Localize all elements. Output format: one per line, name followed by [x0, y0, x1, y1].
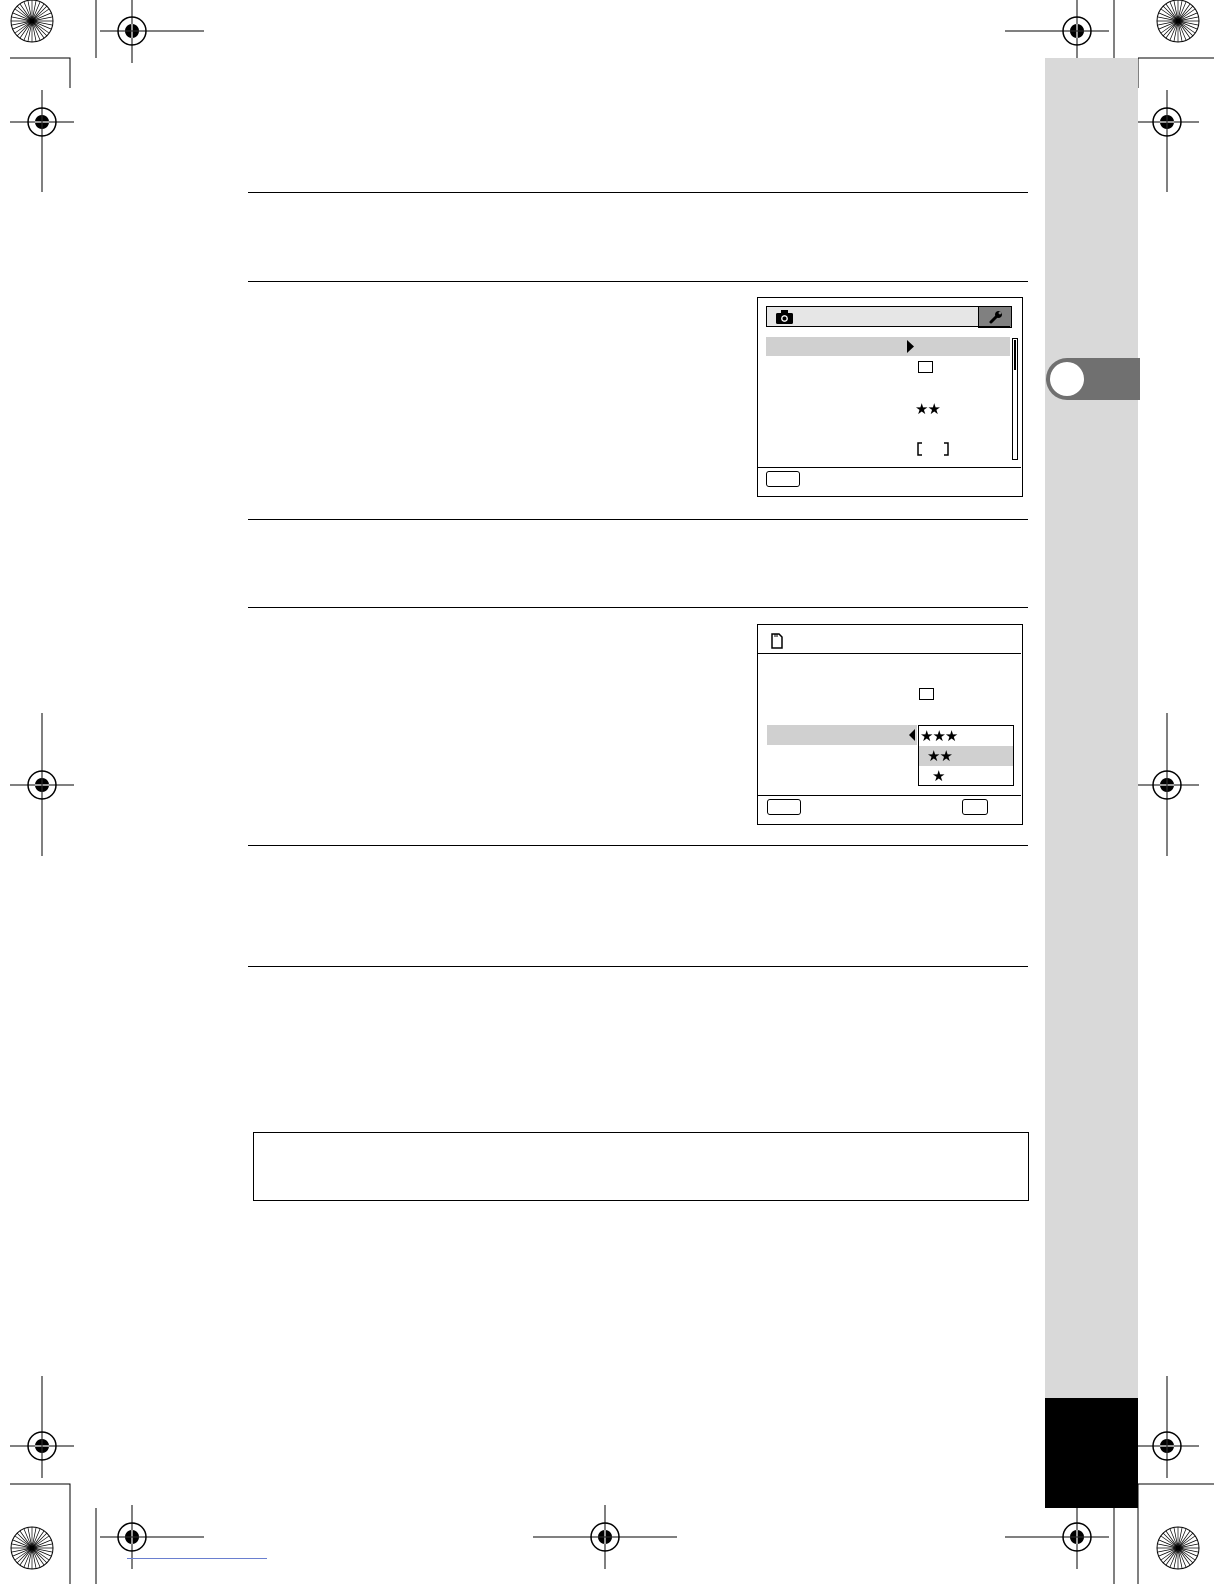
dropdown-option[interactable]	[919, 766, 1013, 785]
three-stars-option: ★★★	[920, 727, 958, 745]
menu-row[interactable]	[766, 439, 1010, 459]
section-divider	[248, 192, 1028, 193]
section-divider	[248, 281, 1028, 282]
section-divider	[248, 607, 1028, 608]
camera-menu-screen	[757, 297, 1023, 497]
menu-button-icon	[766, 471, 800, 487]
section-divider	[248, 966, 1028, 967]
scrollbar-thumb[interactable]	[1014, 340, 1016, 370]
section-divider	[248, 519, 1028, 520]
header-divider	[758, 653, 1021, 654]
memory-card-icon	[770, 632, 784, 650]
memo-box	[253, 1132, 1029, 1201]
tab-underline	[766, 326, 1010, 327]
single-frame-icon	[918, 361, 933, 373]
scrollbar[interactable]	[1012, 338, 1018, 460]
dropdown-option-selected[interactable]	[919, 746, 1013, 766]
two-stars-option: ★★	[927, 747, 952, 765]
focus-bracket-icon	[917, 442, 949, 456]
chapter-sidebar	[1045, 58, 1138, 1508]
menu-row[interactable]	[766, 685, 1010, 705]
wrench-icon	[988, 309, 1004, 325]
quality-dropdown[interactable]	[918, 725, 1014, 786]
footer-divider	[758, 795, 1021, 796]
quality-stars: ★★	[915, 400, 940, 418]
quality-select-screen	[757, 624, 1023, 825]
left-arrow-icon	[908, 729, 916, 741]
single-frame-icon	[919, 688, 934, 700]
menu-row-selected[interactable]	[767, 725, 917, 745]
menu-row[interactable]	[766, 358, 1010, 378]
link-underline	[127, 1558, 267, 1559]
footer-divider	[758, 467, 1021, 468]
right-arrow-icon	[906, 340, 916, 353]
tab-setup[interactable]	[978, 306, 1012, 328]
menu-row[interactable]	[766, 399, 1010, 419]
one-star-option: ★	[932, 767, 945, 785]
menu-button-icon	[767, 799, 801, 815]
ok-button-icon	[962, 799, 988, 815]
chapter-number-circle	[1050, 362, 1084, 396]
page-number-block	[1045, 1398, 1138, 1508]
dropdown-option[interactable]	[919, 726, 1013, 745]
camera-icon	[775, 309, 795, 325]
tab-record[interactable]	[766, 306, 980, 327]
section-divider	[248, 845, 1028, 846]
menu-row-selected[interactable]	[766, 337, 1010, 356]
